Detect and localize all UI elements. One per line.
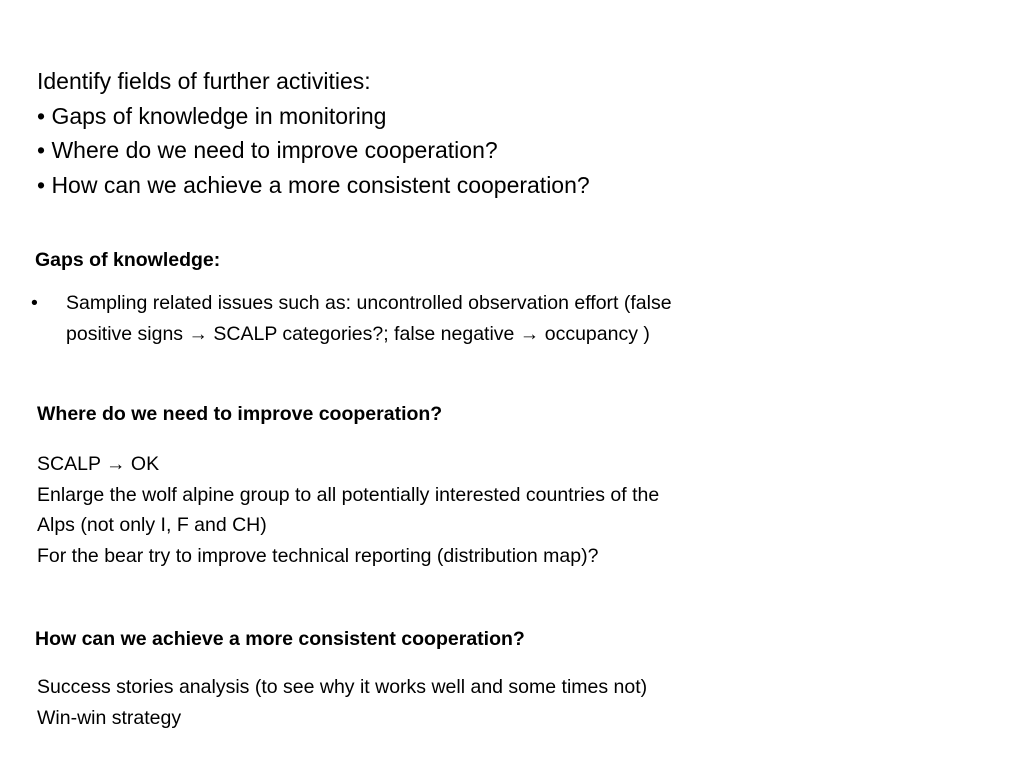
consistent-line-2: Win-win strategy	[37, 706, 182, 729]
cooperation-line-4: For the bear try to improve technical reporting (distribution map)?	[37, 544, 599, 567]
cooperation-line-2: Enlarge the wolf alpine group to all potentially interested countries of the	[37, 483, 660, 506]
gaps-bullet-text	[66, 288, 672, 349]
consistent-line-1: Success stories analysis (to see why it works well and some times not)	[37, 676, 648, 698]
intro-lead: Identify fields of further activities:	[37, 68, 371, 94]
intro-item-gaps: • Gaps of knowledge in monitoring	[37, 102, 387, 129]
cooperation-line-1: SCALP → OK	[37, 453, 160, 475]
gaps-line-1: Sampling related issues such as: uncontrolled observation effort (false	[66, 292, 672, 314]
intro-item-consistent-cooperation: • How can we achieve a more consistent cooperation?	[37, 171, 590, 198]
cooperation-body	[37, 449, 659, 571]
cooperation-line-3: Alps (not only I, F and CH)	[37, 514, 267, 536]
gaps-heading: Gaps of knowledge:	[35, 249, 221, 271]
bullet-dot: •	[31, 292, 38, 314]
consistent-heading: How can we achieve a more consistent cooperation?	[35, 628, 525, 650]
consistent-body	[37, 672, 647, 733]
intro-section	[37, 64, 590, 202]
cooperation-heading: Where do we need to improve cooperation?	[37, 403, 443, 425]
intro-item-improve-cooperation: • Where do we need to improve cooperation?	[37, 137, 498, 163]
gaps-line-2: positive signs → SCALP categories?; false negative → occupancy )	[66, 322, 650, 345]
